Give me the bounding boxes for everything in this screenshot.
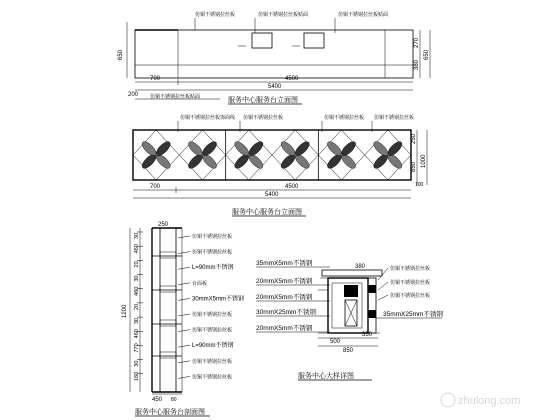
section-note-leader: [178, 252, 190, 254]
pattern-diamond: [226, 130, 272, 180]
section-dim-bottom2: 80: [171, 397, 177, 403]
section-dim-h: 30: [134, 318, 140, 325]
top-elevation-title: 服务中心服务台立面图: [228, 97, 298, 104]
detail-label: 30mmX25mm不锈钢: [256, 309, 316, 316]
leaf-motif: [279, 139, 297, 157]
top-note-2: 仿铜不锈钢拉丝板贴面: [258, 12, 309, 18]
section-note: 仿铜不锈钢拉丝板: [192, 312, 233, 318]
detail-label: 20mmX5mm不锈钢: [256, 294, 313, 301]
section-note: 台面板: [192, 280, 208, 287]
leaf-motif: [140, 139, 158, 157]
leaf-motif: [372, 139, 390, 157]
leaf-motif: [186, 139, 204, 157]
monitor-icon: [252, 33, 272, 48]
pattern-diamond: [179, 130, 225, 180]
section-dim-h: 460: [134, 286, 140, 296]
top-dim-middle: 4500: [285, 76, 299, 82]
section-note: 仿铜不锈钢拉丝板: [192, 234, 233, 240]
top-dim-h-left: 650: [118, 49, 124, 60]
detail-label: 35mmX5mm不锈钢: [256, 260, 313, 267]
section-note: 仿铜不锈钢拉丝板: [192, 327, 233, 334]
section-dim-h: 160: [134, 371, 140, 381]
section-note-leader: [178, 330, 190, 332]
section-dim-h: 460: [134, 244, 140, 254]
section-dim-h: 460: [134, 329, 140, 339]
section-notes: [178, 233, 244, 380]
top-elevation-outline: [135, 30, 413, 78]
mid-dim-h-r1: 250: [411, 133, 417, 144]
detail-dim-d2: 500: [330, 339, 341, 345]
section-dim-h: 20: [134, 303, 140, 310]
middle-elevation: [133, 114, 427, 216]
section-note: 30mmX5mm不锈钢: [192, 296, 245, 303]
section-note-leader: [178, 283, 190, 285]
section-note: L=90mm不锈钢: [192, 265, 234, 272]
section-dim-h: 30: [134, 360, 140, 367]
section-dim-h: 30: [134, 232, 140, 240]
mid-dim-h-r4: 100: [415, 182, 424, 188]
section-note: L=90mm不锈钢: [192, 343, 234, 350]
mid-dim-total: 5400: [265, 192, 279, 198]
section-note: 仿铜不锈钢拉丝板: [192, 358, 233, 365]
leaf-pattern-panel: [133, 130, 411, 180]
detail-note-3: 仿铜不锈钢拉丝板: [390, 293, 431, 299]
top-elevation: [118, 11, 430, 104]
top-dim-h-r2: 380: [414, 59, 420, 70]
leaf-motif: [386, 139, 404, 157]
section-note-leader: [178, 361, 190, 363]
detail-solid-block: [344, 285, 358, 297]
monitor-icon: [304, 33, 324, 48]
detail-title: 服务中心大样详图: [298, 373, 354, 380]
section-dim-bottom: 450: [152, 397, 163, 403]
detail-label-right: 35mmX25mm不锈钢: [383, 311, 443, 318]
section-view: [122, 222, 244, 416]
mid-dim-left: 700: [150, 184, 161, 190]
top-dim-h-r1: 270: [414, 37, 420, 48]
leaf-motif: [339, 139, 357, 157]
mid-note-2: 仿铜不锈钢拉丝板: [243, 115, 284, 121]
middle-elevation-title: 服务中心服务台立面图: [232, 209, 302, 216]
leaf-motif: [154, 139, 172, 157]
pattern-diamond: [318, 130, 364, 180]
section-note: 仿铜不锈钢拉丝板: [192, 249, 233, 256]
top-note-1: 仿铜不锈钢拉丝板: [195, 12, 236, 18]
watermark: [441, 393, 520, 407]
watermark-text: zhulong.com: [458, 395, 521, 407]
top-dim-left: 700: [150, 76, 161, 82]
leaf-motif: [247, 139, 265, 157]
section-note: 仿铜不锈钢拉丝板: [192, 374, 233, 381]
mid-dim-h-r3: 1000: [421, 154, 427, 168]
pattern-diamond: [365, 130, 411, 180]
section-dim-h: 770: [134, 343, 140, 353]
top-note-base: 仿铜不锈钢拉丝板贴面: [150, 94, 201, 100]
top-dim-base: 200: [128, 92, 139, 98]
pattern-diamond: [133, 130, 179, 180]
mid-dim-h-r2: 850: [411, 161, 417, 172]
detail-label: 20mmX5mm不锈钢: [256, 325, 313, 332]
detail-note-2: 仿铜不锈钢拉丝板: [390, 280, 431, 286]
section-note-leader: [178, 376, 190, 378]
section-height-dims: [134, 232, 143, 381]
top-dim-total: 5400: [268, 84, 282, 90]
detail-note-1: 仿铜不锈钢拉丝板: [390, 266, 431, 272]
section-note-leader: [178, 267, 190, 269]
detail-view: [256, 258, 443, 380]
section-title: 服务中心服务台剖面图: [135, 409, 205, 416]
section-note-leader: [178, 314, 190, 316]
pattern-diamond: [272, 130, 318, 180]
leaf-motif: [325, 139, 343, 157]
section-dim-top: 250: [158, 222, 169, 228]
leaf-motif: [293, 139, 311, 157]
section-dim-h: 30: [134, 275, 140, 282]
detail-label: 20mmX5mm不锈钢: [256, 278, 313, 285]
top-note-3: 仿铜不锈钢拉丝板贴面: [338, 12, 389, 18]
detail-dim-d3: 850: [343, 348, 354, 354]
detail-dim-d4: 350: [362, 332, 373, 338]
section-note-leader: [178, 298, 190, 300]
section-note-leader: [178, 236, 190, 238]
mid-note-1: 仿铜不锈钢拉丝板饰面线: [180, 115, 236, 121]
detail-dim-d1: 380: [355, 264, 366, 270]
mid-note-4: 仿铜不锈钢拉丝板: [374, 115, 415, 121]
mid-dim-middle: 4500: [285, 184, 299, 190]
section-dim-total: 1200: [122, 304, 128, 318]
section-dim-h: 20: [134, 261, 140, 268]
leaf-motif: [233, 139, 251, 157]
section-note-leader: [178, 345, 190, 347]
watermark-logo-icon: [441, 393, 455, 407]
top-dim-h-r3: 650: [424, 49, 430, 60]
mid-note-3: 仿铜不锈钢拉丝板: [324, 115, 365, 121]
leaf-motif: [200, 139, 218, 157]
